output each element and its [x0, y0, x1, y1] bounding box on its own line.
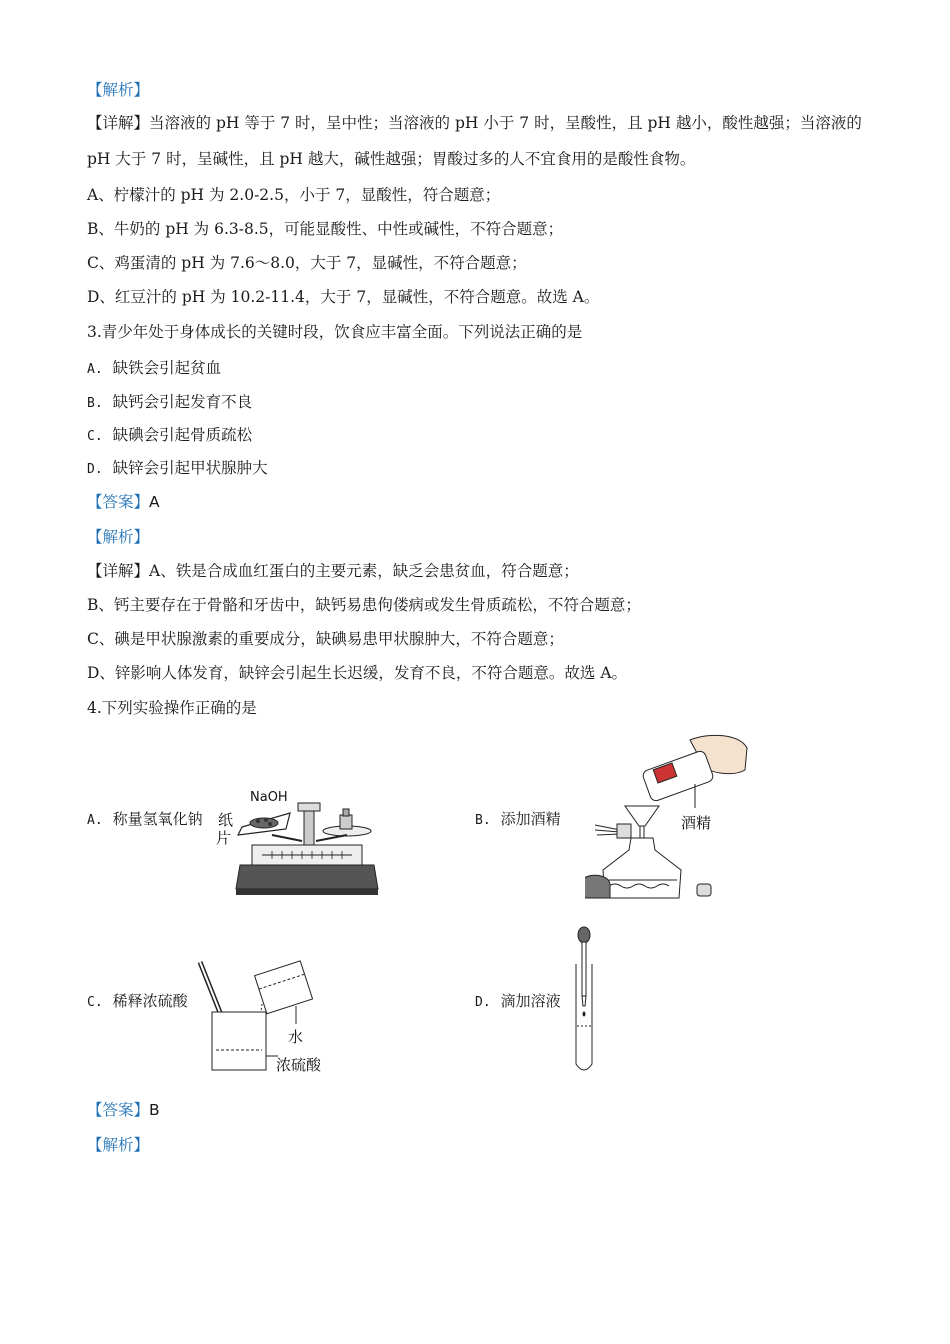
q4-answer-value: B	[149, 1101, 160, 1119]
q4-analysis-heading: 【解析】	[87, 1136, 150, 1154]
detail-line-b: B、牛奶的 pH 为 6.3-8.5，可能显酸性、中性或碱性，不符合题意；	[87, 220, 564, 238]
q3-option-b: B. 缺钙会引起发育不良	[87, 393, 253, 411]
q3-answer: 【答案】A	[87, 493, 160, 511]
figure-balance	[212, 785, 382, 900]
label-water: 水	[288, 1028, 304, 1046]
label-paper-1: 纸	[218, 811, 234, 829]
q3-analysis-heading: 【解析】	[87, 528, 150, 546]
detail-line-c: C、鸡蛋清的 pH 为 7.6～8.0，大于 7，显碱性，不符合题意；	[87, 254, 527, 272]
figure-dilute-acid	[198, 958, 338, 1078]
q3-detail-c: C、碘是甲状腺激素的重要成分，缺碘易患甲状腺肿大，不符合题意；	[87, 630, 564, 648]
question-4-stem: 4.下列实验操作正确的是	[87, 699, 257, 717]
q4-answer: 【答案】B	[87, 1101, 160, 1119]
label-naoh: NaOH	[250, 790, 288, 805]
q4-option-b-label: B. 添加酒精	[475, 810, 561, 828]
q3-option-d: D. 缺锌会引起甲状腺肿大	[87, 459, 268, 477]
q3-detail-d: D、锌影响人体发育，缺锌会引起生长迟缓，发育不良，不符合题意。故选 A。	[87, 664, 628, 682]
answer-tag: 答案	[102, 493, 134, 511]
question-3-stem: 3.青少年处于身体成长的关键时段，饮食应丰富全面。下列说法正确的是	[87, 323, 583, 341]
detail-tag: 详解	[102, 114, 134, 132]
label-paper-2: 片	[216, 829, 232, 847]
q3-detail-b: B、钙主要存在于骨骼和牙齿中，缺钙易患佝偻病或发生骨质疏松，不符合题意；	[87, 596, 641, 614]
q4-option-d-label: D. 滴加溶液	[475, 992, 561, 1010]
answer-value: A	[149, 493, 160, 511]
q3-option-c: C. 缺碘会引起骨质疏松	[87, 426, 253, 444]
detail-paragraph: 【详解】当溶液的 pH 等于 7 时，呈中性；当溶液的 pH 小于 7 时，呈酸性，且 pH 越小，酸性越强；当溶液的 pH 大于 7 时，呈碱性，且 pH 越大，碱性越强；胃酸过多的人不宜食用的是酸性食物。	[87, 114, 862, 168]
label-alcohol: 酒精	[681, 814, 712, 832]
q4-option-c-label: C. 稀释浓硫酸	[87, 992, 188, 1010]
q3-option-a: A. 缺铁会引起贫血	[87, 359, 222, 377]
figure-alcohol-lamp	[585, 730, 760, 905]
detail-text: 当溶液的 pH 等于 7 时，呈中性；当溶液的 pH 小于 7 时，呈酸性，且 pH 越小，酸性越强；当溶液的 pH 大于 7 时，呈碱性，且 pH 越大，碱性越强；胃酸过多的人不宜食用的是酸性食物。	[87, 114, 862, 168]
detail-line-a: A、柠檬汁的 pH 为 2.0-2.5，小于 7，显酸性，符合题意；	[87, 186, 501, 204]
figure-dropper	[568, 926, 608, 1076]
label-acid: 浓硫酸	[276, 1056, 322, 1074]
q3-detail-a: 【详解】A、铁是合成血红蛋白的主要元素，缺乏会患贫血，符合题意；	[87, 562, 579, 580]
detail-line-d: D、红豆汁的 pH 为 10.2-11.4，大于 7，显碱性，不符合题意。故选 A。	[87, 288, 600, 306]
q4-option-a-label: A. 称量氢氧化钠	[87, 810, 203, 828]
analysis-heading: 【解析】	[87, 81, 150, 99]
analysis-tag: 解析	[102, 81, 134, 99]
